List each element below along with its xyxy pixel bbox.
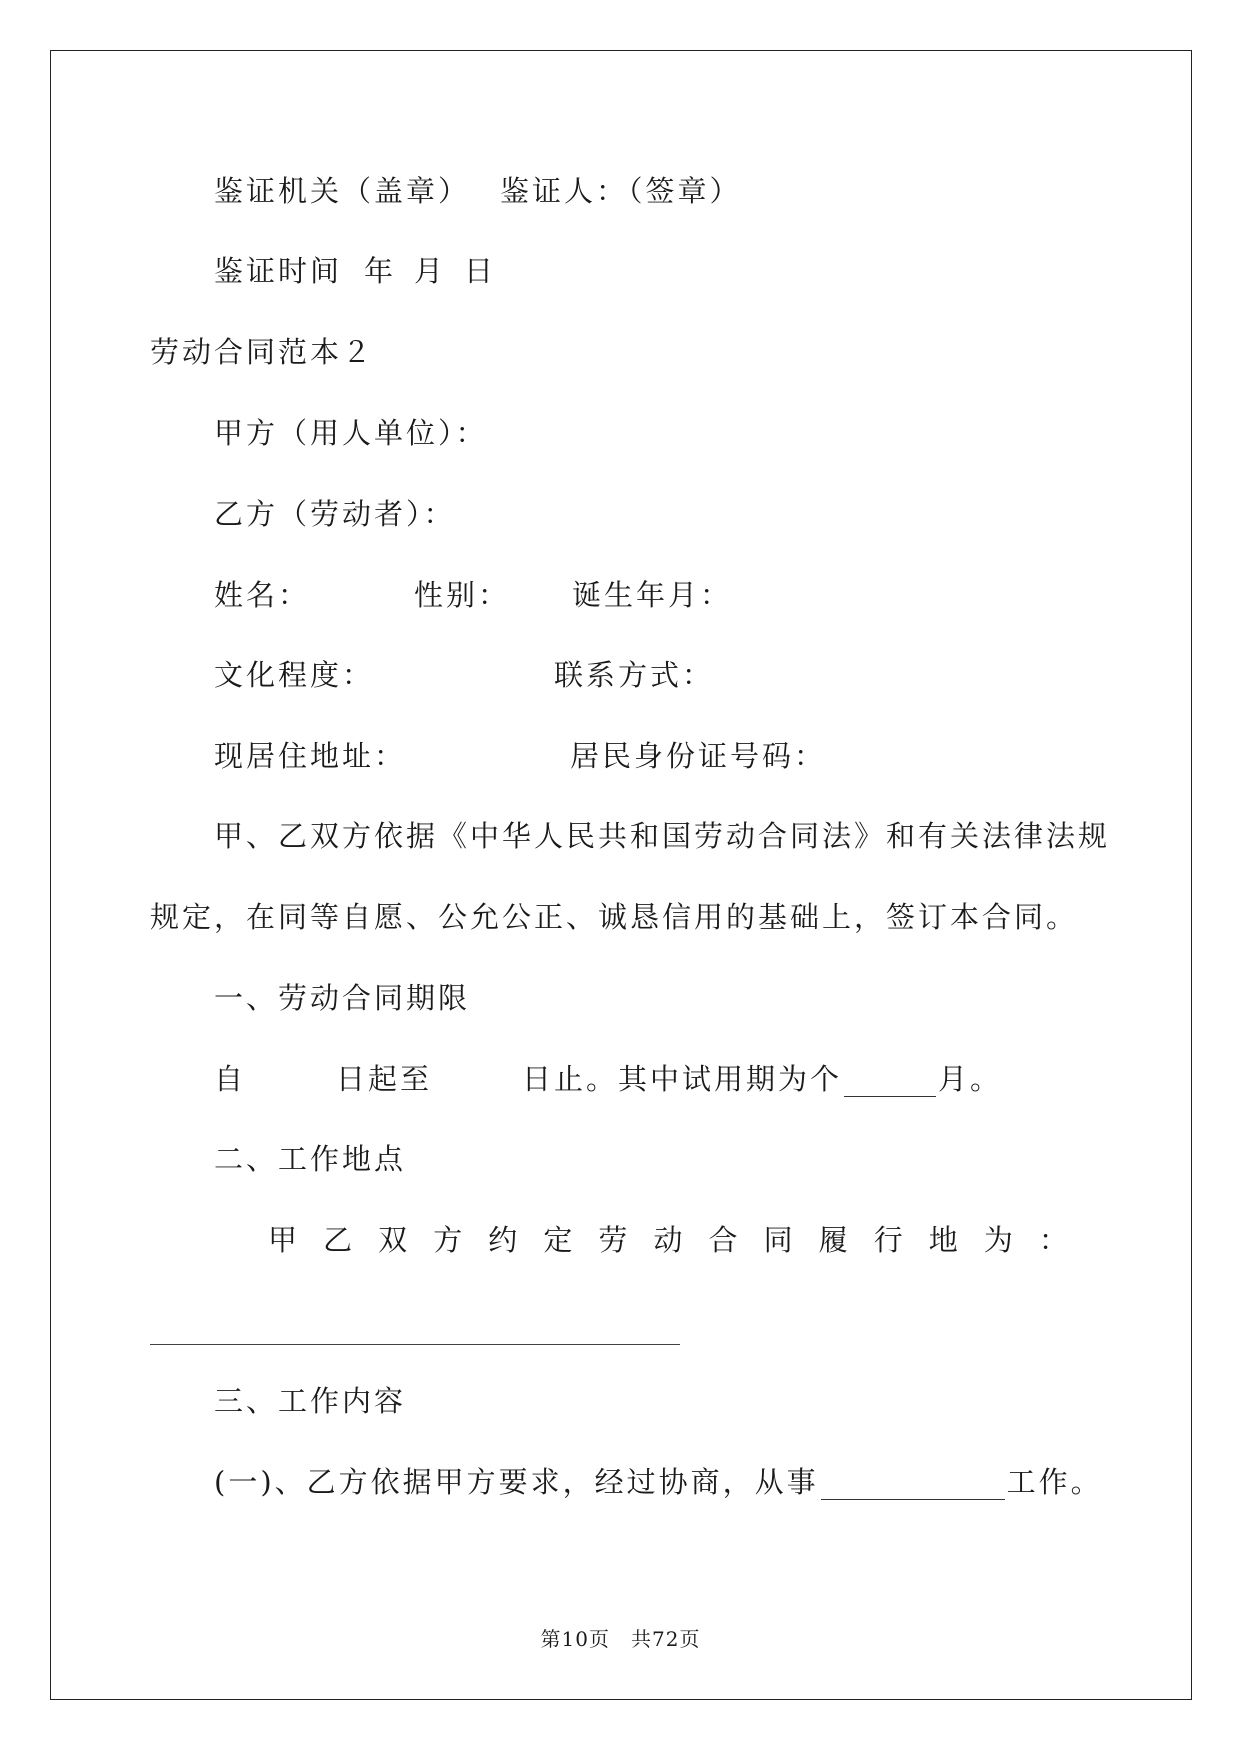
workplace-char: 双 [378,1223,408,1257]
party-b-line: 乙方（劳动者）： [214,497,456,531]
content-line-1 [214,1464,1103,1500]
content-1-suffix: 工作。 [1006,1465,1103,1499]
name-label: 姓名： [214,578,311,612]
workplace-char: 同 [763,1223,793,1257]
verifier-label: 鉴证人：（签章） [500,174,742,208]
gender-label: 性别： [414,578,511,612]
verification-time-line [214,253,496,289]
workplace-char: 为 [983,1223,1013,1257]
content-1-text: (一)、乙方依据甲方要求，经过协商，从事 [214,1465,819,1499]
job-title-blank [821,1471,1005,1500]
term-end-label: 日止。其中试用期为个 [522,1062,843,1096]
verify-org-label: 鉴证机关（盖章） [214,174,471,208]
page-current: 10 [561,1627,589,1651]
term-from-label: 自 [214,1062,247,1096]
section-3-heading: 三、工作内容 [214,1384,407,1418]
workplace-char: 合 [708,1223,738,1257]
education-label: 文化程度： [214,658,375,692]
workplace-char: ： [1038,1223,1068,1257]
term-line [214,1061,1002,1097]
month-label: 月 [414,254,447,288]
page-mid: 页 共 [589,1627,652,1651]
workplace-char: 行 [873,1223,903,1257]
verify-time-label: 鉴证时间 [214,254,343,288]
workplace-char: 定 [543,1223,573,1257]
workplace-char: 约 [488,1223,518,1257]
workplace-char: 乙 [323,1223,353,1257]
workplace-char: 动 [653,1223,683,1257]
page-total: 72 [652,1627,680,1651]
workplace-char: 劳 [598,1223,628,1257]
workplace-blank-line [150,1344,680,1345]
probation-months-blank [844,1068,936,1097]
page-suffix: 页 [679,1627,701,1651]
verification-line [214,173,742,209]
section-2-heading: 二、工作地点 [214,1142,407,1176]
address-label: 现居住地址： [214,739,407,773]
workplace-line [268,1222,1068,1258]
contract-title: 劳动合同范本２ [150,335,375,369]
preamble-line-2: 规定，在同等自愿、公允公正、诚恳信用的基础上，签订本合同。 [150,900,1079,934]
term-unit-label: 月。 [938,1062,1003,1096]
party-a-line: 甲方（用人单位）： [214,416,488,450]
birth-label: 诞生年月： [572,578,733,612]
year-label: 年 [364,254,397,288]
workplace-char: 方 [433,1223,463,1257]
page-footer [0,1626,1241,1652]
page-frame [50,50,1192,1700]
preamble-line-1: 甲、乙双方依据《中华人民共和国劳动合同法》和有关法律法规 [214,819,1111,853]
page-prefix: 第 [540,1627,562,1651]
personal-info-line [214,577,310,613]
id-number-label: 居民身份证号码： [570,739,827,773]
section-1-heading: 一、劳动合同期限 [214,981,471,1015]
workplace-char: 地 [928,1223,958,1257]
contact-label: 联系方式： [554,658,715,692]
workplace-char: 甲 [268,1223,298,1257]
workplace-char: 履 [818,1223,848,1257]
day-label: 日 [464,254,497,288]
term-to-label: 日起至 [336,1062,433,1096]
